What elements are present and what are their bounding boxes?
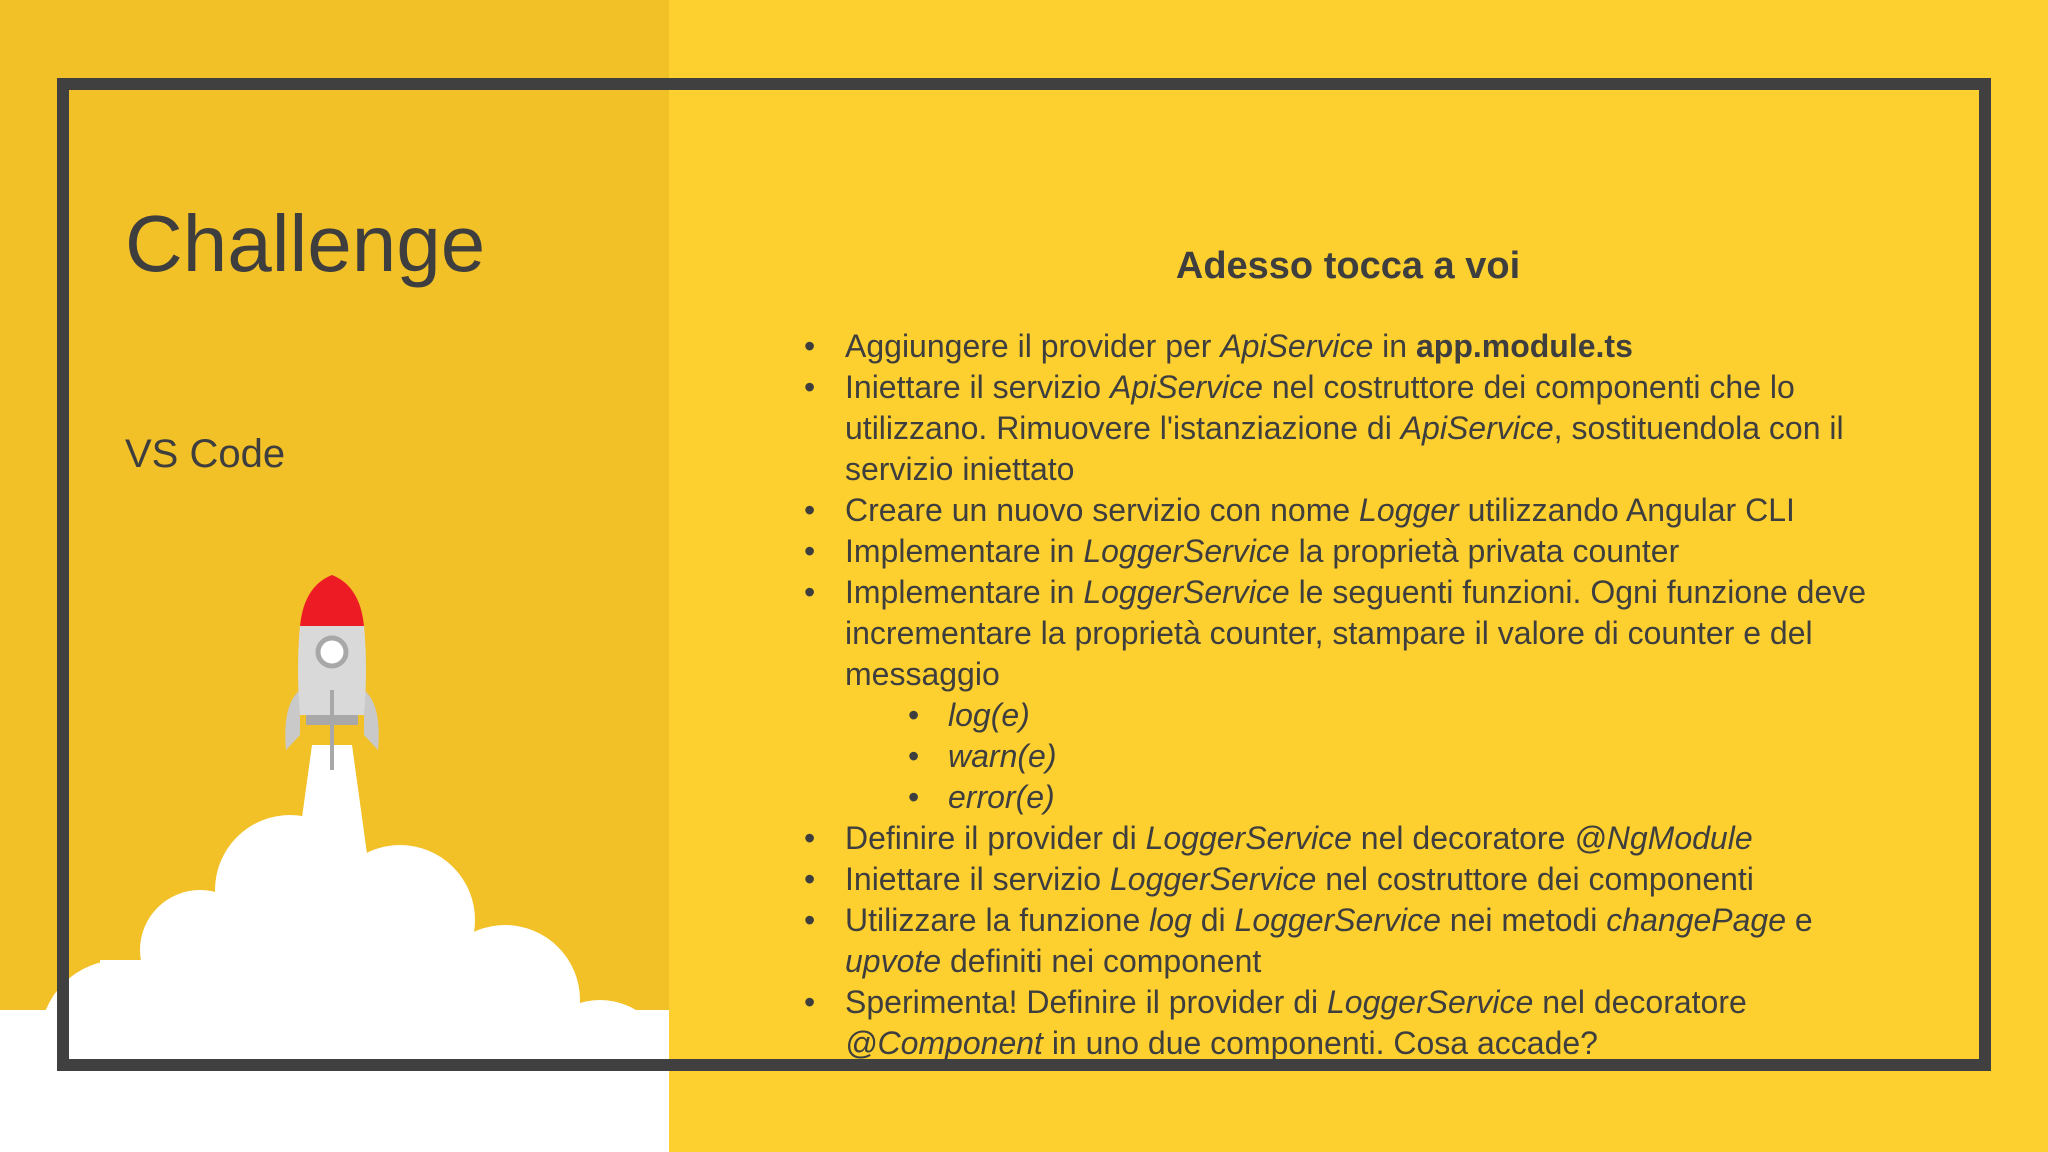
list-item: • Iniettare il servizio ApiService nel costruttore dei componenti che lo utilizzano. Rimuovere l'istanziazione di ApiService, sostituendola con il servizio iniettato — [800, 367, 1910, 490]
slide-title: Challenge — [125, 199, 486, 288]
list-item: • Aggiungere il provider per ApiService in app.module.ts — [800, 326, 1910, 367]
slide-subtitle: VS Code — [125, 432, 286, 476]
sub-list-item: • warn(e) — [800, 736, 1910, 777]
content-heading: Adesso tocca a voi — [1175, 245, 1521, 287]
content-body — [800, 326, 1910, 1064]
list-item: • Utilizzare la funzione log di LoggerService nei metodi changePage e upvote definiti nei component — [800, 900, 1910, 982]
list-item: • Iniettare il servizio LoggerService nel costruttore dei componenti — [800, 859, 1910, 900]
sub-list-item: • log(e) — [800, 695, 1910, 736]
list-item: • Creare un nuovo servizio con nome Logger utilizzando Angular CLI — [800, 490, 1910, 531]
list-item: • Implementare in LoggerService le seguenti funzioni. Ogni funzione deve incrementare la proprietà counter, stampare il valore di counter e del messaggio — [800, 572, 1910, 695]
sub-list-item: • error(e) — [800, 777, 1910, 818]
list-item: • Sperimenta! Definire il provider di LoggerService nel decoratore @Component in uno due componenti. Cosa accade? — [800, 982, 1910, 1064]
list-item: • Definire il provider di LoggerService nel decoratore @NgModule — [800, 818, 1910, 859]
bullet-list — [800, 326, 1910, 1064]
list-item: • Implementare in LoggerService la proprietà privata counter — [800, 531, 1910, 572]
